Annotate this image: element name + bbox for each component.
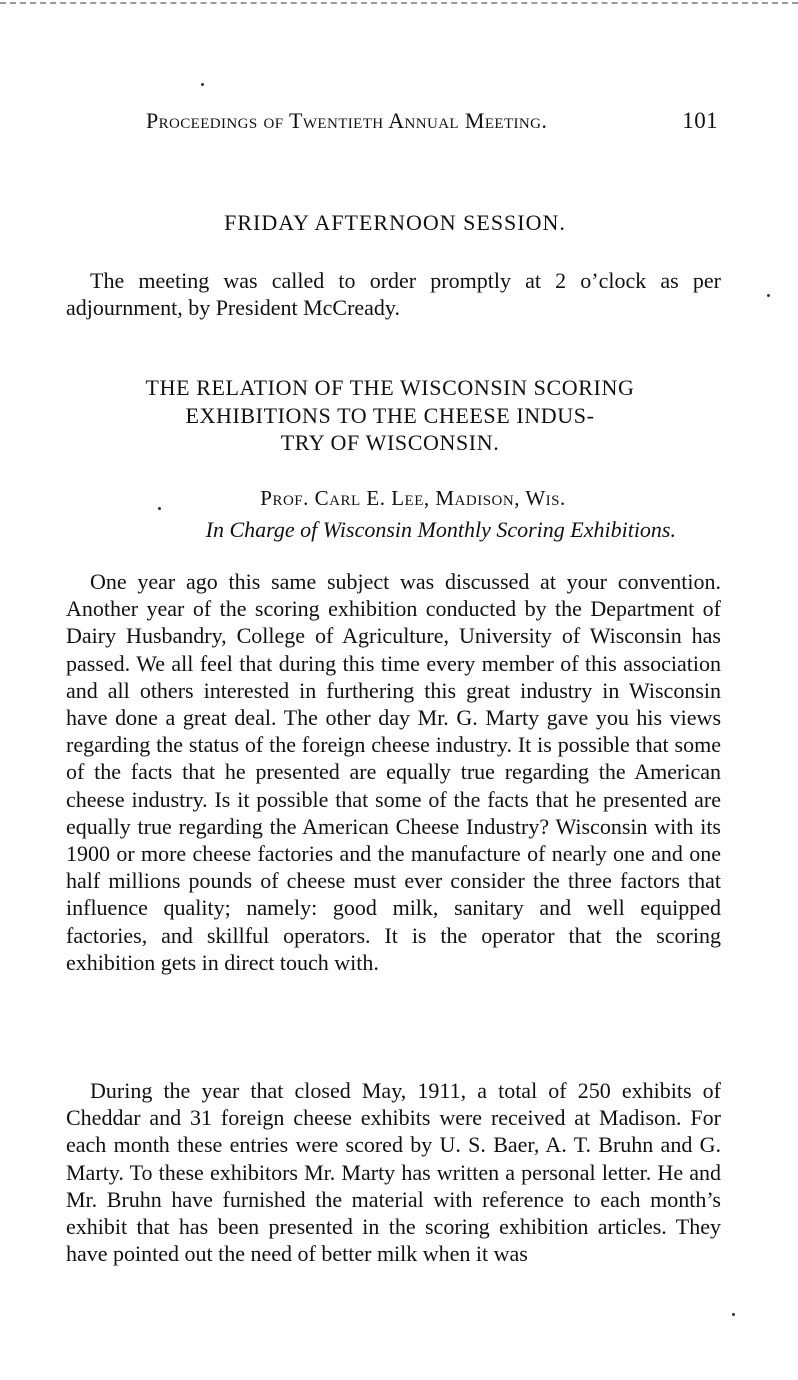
article-title-line: EXHIBITIONS TO THE CHEESE INDUS- <box>185 402 595 428</box>
print-speck <box>158 507 161 510</box>
body-paragraph: One year ago this same subject was discussed at your convention. Another year of the scoring exhibition conducted by the Department of Dairy Husbandry, College of Agriculture, University of Wisconsin has passed. We all feel that during this time every member of this association and all others interested in furthering this great industry in Wisconsin have done a great deal. The other day Mr. G. Marty gave you his views regarding the status of the foreign cheese industry. It is possible that some of the facts that he presented are equally true regarding the American cheese industry. Is it possible that some of the facts that he presented are equally true regarding the American Cheese Industry? Wisconsin with its 1900 or more cheese factories and the manufacture of nearly one and one half millions pounds of cheese must ever consider the three factors that influence quality; namely: good milk, sanitary and well equipped factories, and skillful operators. It is the operator that the scoring exhibition gets in direct touch with. <box>66 569 721 975</box>
print-speck <box>732 1313 735 1316</box>
article-title-line: THE RELATION OF THE WISCONSIN SCORING <box>145 375 635 400</box>
print-speck <box>201 83 204 86</box>
author-name: Prof. Carl E. Lee, Madison, Wis. <box>260 486 566 510</box>
top-edge-rule <box>0 2 798 4</box>
article-title-line: TRY OF WISCONSIN. <box>280 430 500 455</box>
article-title <box>90 374 690 457</box>
intro-paragraph: The meeting was called to order promptly at 2 o’clock as per adjournment, by President McCready. <box>66 268 721 321</box>
running-head-title: Proceedings of Twentieth Annual Meeting. <box>146 108 548 133</box>
author-byline <box>0 486 798 511</box>
author-role <box>66 517 721 543</box>
session-heading <box>0 210 798 236</box>
body-paragraph: During the year that closed May, 1911, a total of 250 exhibits of Cheddar and 31 foreign cheese exhibits were received at Madison. For each month these entries were scored by U. S. Baer, A. T. Bruhn and G. Marty. To these exhibitors Mr. Marty has written a personal letter. He and Mr. Bruhn have furnished the material with reference to each month’s exhibit that has been presented in the scoring exhibition articles. They have pointed out the need of better milk when it was <box>66 1078 721 1267</box>
running-head <box>146 108 718 138</box>
author-role-text: In Charge of Wisconsin Monthly Scoring Exhibitions. <box>205 517 676 542</box>
session-heading-text: FRIDAY AFTERNOON SESSION. <box>224 210 566 235</box>
print-speck <box>767 294 770 297</box>
page-number: 101 <box>682 108 718 133</box>
